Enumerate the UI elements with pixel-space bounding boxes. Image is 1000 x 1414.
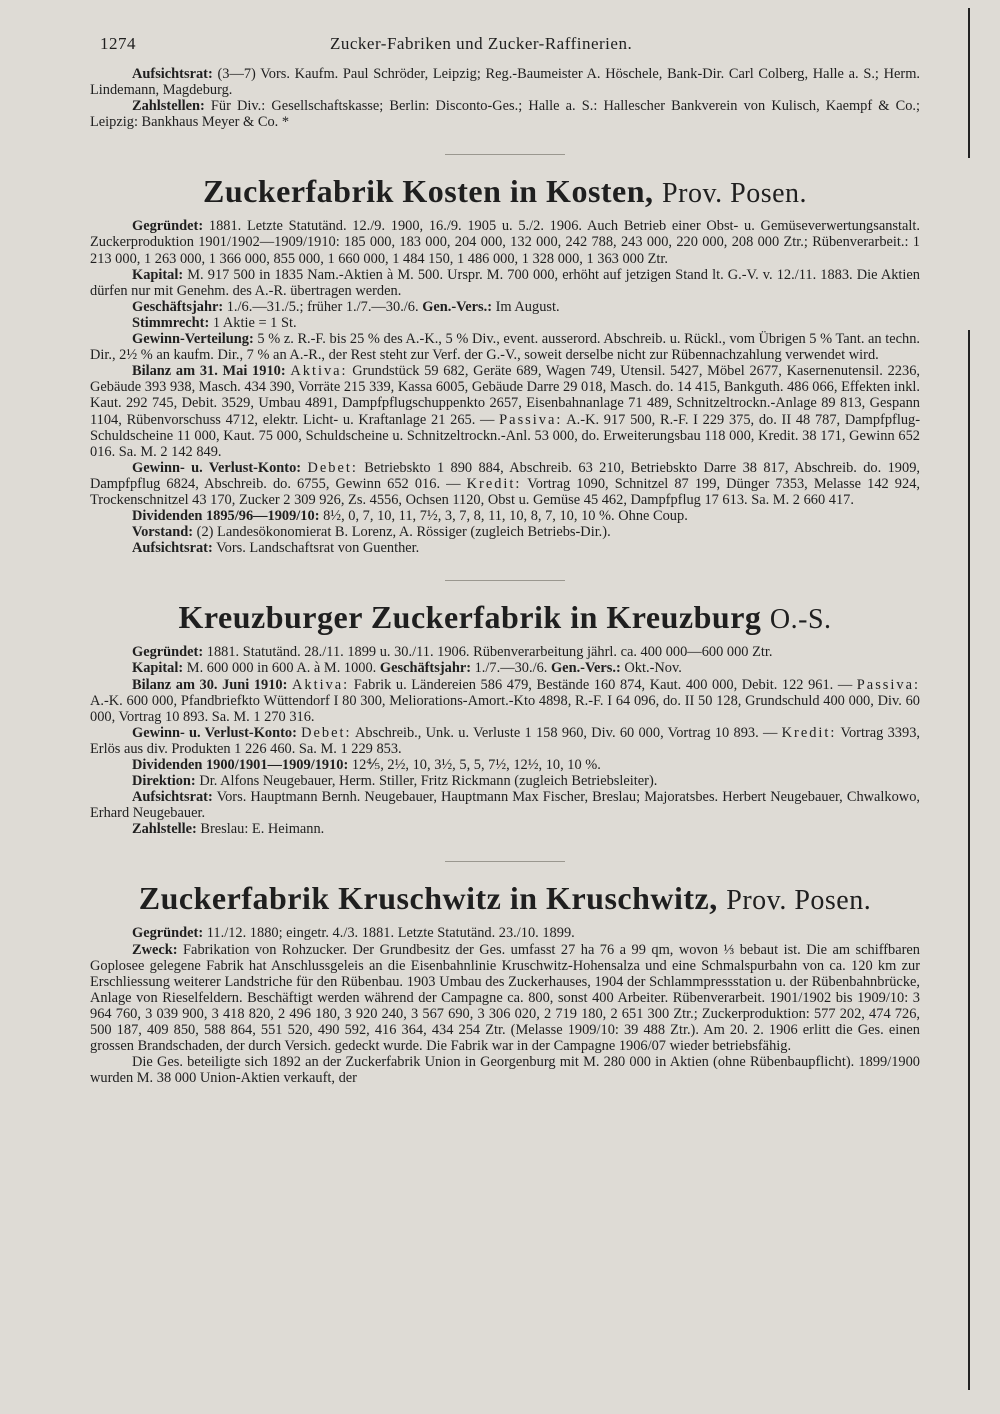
field-text: (3—7) Vors. Kaufm. Paul Schröder, Leipzig; Reg.-Baumeister A. Höschele, Bank-Dir. Carl Colberg, Halle a. S.; Herm. Lindemann, Magdeburg.: [90, 66, 920, 99]
field-label: Dividenden 1900/1901—1909/1910:: [132, 757, 349, 773]
field-text: Fabrik u. Ländereien 586 479, Bestände 160 874, Kaut. 400 000, Debit. 122 961. —: [353, 676, 853, 693]
field-label: Gewinn-Verteilung:: [132, 331, 254, 348]
field-text: A.-K. 917 500, R.-F. I 229 375, do. II 48 787, Dampfpflug-Schuldscheine 11 000, Kaut. 75 000, Schuldscheine u. Schnitzeltrockn.-Anl. 53 000, do. Erweiterungsbau 118 000, Kredit. 38 171, Gewinn 652 016. Sa. M. 2 142 849.: [90, 411, 921, 460]
field-text: Im August.: [495, 298, 560, 315]
field-text: M. 600 000 in 600 A. à M. 1000.: [186, 660, 377, 677]
paragraph: [90, 267, 920, 299]
entry-title-region: O.-S.: [769, 604, 832, 636]
field-text: 1./6.—31./5.; früher 1./7.—30./6.: [226, 298, 419, 315]
paragraph: [90, 757, 920, 773]
field-text: 1 Aktie = 1 St.: [212, 314, 297, 331]
field-label: Zweck:: [132, 941, 178, 958]
paragraph: [90, 540, 920, 556]
field-label: Gewinn- u. Verlust-Konto:: [132, 724, 297, 741]
running-title: Zucker-Fabriken und Zucker-Raffinerien.: [330, 34, 633, 53]
field-text: Vortrag 1090, Schnitzel 87 199, Dünger 7353, Melasse 142 924, Trockenschnitzel 43 170, Zucker 2 309 926, Zs. 4556, Ochsen 1120, Obst u. Gemüse 45 462, Dampfpflug 17 613. Sa. M. 2 660 417.: [90, 475, 920, 508]
field-label: Gegründet:: [132, 218, 204, 235]
subfield-label: Debet:: [307, 459, 358, 476]
field-label: Bilanz am 31. Mai 1910:: [132, 363, 286, 380]
field-label: Gen.-Vers.:: [422, 298, 493, 315]
field-text: 11./12. 1880; eingetr. 4./3. 1881. Letzte Statutänd. 23./10. 1899.: [206, 925, 575, 942]
entry-kruschwitz: [90, 880, 920, 1086]
page-header: [100, 34, 920, 60]
entry-title: [90, 599, 920, 638]
entry-title-region: Prov. Posen.: [662, 178, 808, 210]
page-number: 1274: [100, 34, 136, 53]
field-text: Vors. Landschaftsrat von Guenther.: [216, 540, 420, 557]
field-text: Für Div.: Gesellschaftskasse; Berlin: Disconto-Ges.; Halle a. S.: Hallescher Bankverein von Kulisch, Kaempf & Co.; Leipzig: Bankhaus Meyer & Co. *: [90, 98, 920, 131]
margin-edge-line: [958, 330, 970, 1390]
field-text: Die Ges. beteiligte sich 1892 an der Zuckerfabrik Union in Georgenburg mit M. 280 000 in Aktien (ohne Rübenbaupflicht). 1899/1900 wurden M. 38 000 Union-Aktien verkauft, der: [90, 1054, 920, 1087]
field-text: Breslau: E. Heimann.: [200, 821, 325, 838]
field-label: Aufsichtsrat:: [132, 66, 213, 82]
field-label: Gegründet:: [132, 644, 204, 661]
entry-title-main: Zuckerfabrik Kosten in Kosten,: [202, 173, 654, 210]
field-text: (2) Landesökonomierat B. Lorenz, A. Rössiger (zugleich Betriebs-Dir.).: [196, 524, 611, 541]
field-label: Vorstand:: [132, 524, 194, 541]
paragraph: [90, 363, 920, 460]
field-label: Dividenden 1895/96—1909/10:: [132, 508, 320, 525]
field-label: Zahlstellen:: [132, 98, 205, 115]
section-divider: [445, 580, 565, 581]
subfield-label: Passiva:: [856, 676, 920, 693]
paragraph: [90, 925, 920, 941]
section-divider: [445, 861, 565, 862]
field-label: Bilanz am 30. Juni 1910:: [132, 676, 288, 693]
field-label: Geschäftsjahr:: [132, 298, 224, 315]
field-text: A.-K. 600 000, Pfandbriefkto Wüttendorf I 80 300, Meliorations-Amort.-Kto 4898, R.-F. I 64 096, do. II 50 128, Grundschuld 400 000, Div. 60 000, Vortrag 10 893. Sa. M. 1 270 316.: [90, 692, 920, 725]
field-label: Kapital:: [132, 660, 184, 677]
field-text: 8½, 0, 7, 10, 11, 7½, 3, 7, 8, 11, 10, 8, 7, 10, 10 %. Ohne Coup.: [323, 508, 688, 525]
paragraph: [90, 98, 920, 130]
page-content: [90, 66, 920, 1086]
entry-kreuzburg: [90, 599, 920, 837]
field-text: M. 917 500 in 1835 Nam.-Aktien à M. 500. Urspr. M. 700 000, erhöht auf jetzigen Stand lt. G.-V. v. 12./11. 1883. Die Aktien dürfen nur mit Genehm. des A.-R. übertragen werden.: [90, 266, 920, 299]
subfield-label: Passiva:: [499, 411, 563, 428]
paragraph: [90, 524, 920, 540]
paragraph: [90, 789, 920, 821]
margin-edge-line: [958, 8, 970, 158]
subfield-label: Debet:: [301, 724, 352, 741]
paragraph: [90, 218, 920, 266]
paragraph: [90, 299, 920, 315]
field-label: Gen.-Vers.:: [550, 660, 621, 677]
subfield-label: Aktiva:: [292, 676, 350, 693]
section-divider: [445, 154, 565, 155]
field-label: Kapital:: [132, 266, 184, 283]
field-text: Vortrag 3393, Erlös aus div. Produkten 1 226 460. Sa. M. 1 229 853.: [90, 724, 920, 757]
field-text: 1881. Statutänd. 28./11. 1899 u. 30./11. 1906. Rübenverarbeitung jährl. ca. 400 000—600 000 Ztr.: [206, 644, 773, 661]
field-text: Okt.-Nov.: [624, 660, 682, 677]
field-text: Abschreib., Unk. u. Verluste 1 158 960, Div. 60 000, Vortrag 10 893. —: [355, 724, 778, 741]
field-text: 1881. Letzte Statutänd. 12./9. 1900, 16./9. 1905 u. 5./2. 1906. Auch Betrieb einer Obst- u. Gemüseverwertungsanstalt. Zuckerproduktion 1901/1902—1909/1910: 185 000, 183 000, 204 000, 132 000, 242 788, 243 000, 220 000, 208 000 Ztr.; Rübenverarbeit.: 1 213 000, 1 263 000, 1 366 000, 855 000, 1 660 000, 1 484 150, 1 486 000, 1 328 000, 1 363 000 Ztr.: [90, 218, 920, 267]
field-label: Aufsichtsrat:: [132, 540, 213, 557]
field-text: Dr. Alfons Neugebauer, Herm. Stiller, Fritz Rickmann (zugleich Betriebsleiter).: [199, 773, 658, 790]
paragraph: [90, 821, 920, 837]
field-text: Betriebskto 1 890 884, Abschreib. 63 210, Betriebskto Darre 38 817, Abschreib. do. 1909, Dampfpflug 6824, Abschreib. do. 6755, Gewinn 652 016. —: [90, 459, 920, 492]
field-label: Zahlstelle:: [132, 821, 197, 838]
field-text: 5 % z. R.-F. bis 25 % des A.-K., 5 % Div., event. ausserord. Abschreib. u. Rückl., vom Übrigen 5 % Tant. an techn. Dir., 2½ % an kaufm. Dir., 7 % an A.-R., der Rest steht zur Verf. der G.-V., soweit derselbe nicht zur Rübennachzahlung verwendet wird.: [90, 331, 920, 364]
subfield-label: Kredit:: [466, 475, 522, 492]
field-label: Gegründet:: [132, 925, 204, 942]
field-label: Geschäftsjahr:: [379, 660, 471, 677]
entry-title: [90, 880, 920, 919]
subfield-label: Kredit:: [781, 724, 837, 741]
paragraph: [90, 644, 920, 660]
field-label: Gewinn- u. Verlust-Konto:: [132, 459, 302, 476]
paragraph: [90, 1054, 920, 1086]
field-text: Vors. Hauptmann Bernh. Neugebauer, Hauptmann Max Fischer, Breslau; Majoratsbes. Herbert Neugebauer, Chwalkowo, Erhard Neugebauer.: [90, 789, 920, 822]
paragraph: [90, 677, 920, 725]
entry-kosten: [90, 173, 920, 556]
previous-entry-tail: [90, 66, 920, 130]
paragraph: [90, 508, 920, 524]
paragraph: [90, 725, 920, 757]
paragraph: [90, 942, 920, 1055]
field-text: 12⅘, 2½, 10, 3½, 5, 5, 7½, 12½, 10, 10 %.: [351, 757, 601, 773]
paragraph: [90, 66, 920, 98]
field-text: 1./7.—30./6.: [474, 660, 548, 677]
field-label: Direktion:: [132, 773, 196, 790]
paragraph: [90, 773, 920, 789]
entry-title-main: Kreuzburger Zuckerfabrik in Kreuzburg: [178, 599, 762, 636]
paragraph: [90, 315, 920, 331]
paragraph: [90, 660, 920, 676]
field-label: Stimmrecht:: [132, 314, 210, 331]
field-text: Grundstück 59 682, Geräte 689, Wagen 749, Utensil. 5427, Möbel 2677, Kasernenutensil. 2236, Gebäude 393 938, Masch. 434 390, Vorräte 215 339, Kassa 6005, Gebäude Darre 29 018, Masch. do. 14 415, Bankguth. 486 066, Effekten inkl. Kaut. 292 745, Debit. 3529, Umbau 4891, Dampfpflugschuppenkto 2657, Eisenbahnanlage 71 489, Schnitzeltrockn.-Anlage 89 813, Gespann 1104, Rübenvorschuss 4712, elektr. Licht- u. Kraftanlage 21 265. —: [90, 363, 920, 428]
entry-title-main: Zuckerfabrik Kruschwitz in Kruschwitz,: [138, 880, 718, 917]
paragraph: [90, 331, 920, 363]
entry-title: [90, 173, 920, 212]
field-text: Fabrikation von Rohzucker. Der Grundbesitz der Ges. umfasst 27 ha 76 a 99 qm, wovon ⅓ bebaut ist. Die am schiffbaren Goplosee gelegene Fabrik hat Anschlussgeleis an die Eisenbahnlinie Kruschwitz-Hohensalza und eine Schmalspurbahn von ca. 120 km zur Erschliessung weiterer Landstriche für den Rübenbau. 1903 Umbau des Zuckerhauses, 1904 der Schlammpressstation u. der Rübenbahnbrücke, Anlage von Rieselfeldern. Beschäftigt werden während der Campagne ca. 800, sonst 400 Arbeiter. Rübenverarbeit. 1901/1902 bis 1909/10: 3 964 760, 3 039 900, 3 418 820, 2 496 180, 3 920 240, 3 567 690, 3 306 020, 2 719 180, 2 651 300 Ztr.; Zuckerproduktion: 577 202, 474 726, 500 187, 409 850, 588 864, 551 520, 490 592, 416 364, 434 254 Ztr. (Melasse 1909/10: 39 488 Ztr.). Am 20. 2. 1906 erlitt die Ges. einen grossen Brandschaden, der durch Versich. gedeckt wurde. Die Fabrik war in der Campagne 1906/07 wieder betriebsfähig.: [90, 941, 920, 1055]
entry-title-region: Prov. Posen.: [726, 885, 872, 917]
paragraph: [90, 460, 920, 508]
subfield-label: Aktiva:: [290, 363, 348, 380]
field-label: Aufsichtsrat:: [132, 789, 213, 806]
